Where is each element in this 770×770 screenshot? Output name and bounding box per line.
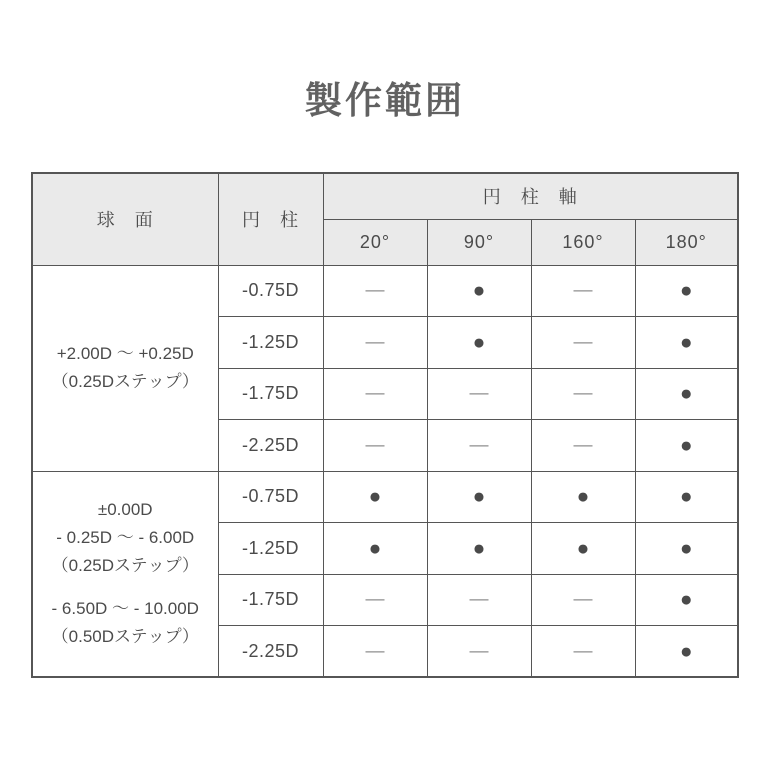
cylinder-value-cell: -1.75D <box>218 368 323 420</box>
axis-availability-mark: — <box>531 626 635 678</box>
table-row <box>32 471 738 523</box>
sphere-range-text: - 6.50D ～ - 10.00D （0.50Dステップ） <box>51 599 199 647</box>
cylinder-value-cell: -2.25D <box>218 626 323 678</box>
axis-availability-mark: ● <box>531 471 635 523</box>
axis-availability-mark: ● <box>531 523 635 575</box>
table-header <box>32 173 738 265</box>
axis-availability-mark: — <box>323 626 427 678</box>
axis-availability-mark: ● <box>323 523 427 575</box>
axis-availability-mark: ● <box>635 265 738 317</box>
table-row <box>32 265 738 317</box>
axis-availability-mark: — <box>427 420 531 472</box>
cylinder-value-cell: -1.75D <box>218 574 323 626</box>
axis-availability-mark: ● <box>427 523 531 575</box>
axis-availability-mark: ● <box>635 420 738 472</box>
axis-availability-mark: — <box>323 317 427 369</box>
sphere-range-cell-group1 <box>32 265 218 471</box>
axis-availability-mark: ● <box>427 471 531 523</box>
production-range-table <box>31 172 739 678</box>
axis-availability-mark: — <box>427 626 531 678</box>
axis-availability-mark: — <box>531 420 635 472</box>
axis-availability-mark: ● <box>427 265 531 317</box>
col-header-axis-group: 円 柱 軸 <box>323 173 738 219</box>
col-header-axis-90: 90° <box>427 219 531 265</box>
axis-availability-mark: ● <box>635 626 738 678</box>
col-header-axis-160: 160° <box>531 219 635 265</box>
cylinder-value-cell: -2.25D <box>218 420 323 472</box>
page-title: 製作範囲 <box>305 80 465 121</box>
col-header-axis-20: 20° <box>323 219 427 265</box>
table-body <box>32 265 738 677</box>
axis-availability-mark: — <box>531 317 635 369</box>
axis-availability-mark: — <box>323 420 427 472</box>
sphere-range-text: +2.00D ～ +0.25D （0.25Dステップ） <box>51 344 199 391</box>
axis-availability-mark: ● <box>635 471 738 523</box>
axis-availability-mark: — <box>323 574 427 626</box>
axis-availability-mark: ● <box>427 317 531 369</box>
cylinder-value-cell: -1.25D <box>218 523 323 575</box>
axis-availability-mark: ● <box>323 471 427 523</box>
axis-availability-mark: — <box>427 368 531 420</box>
axis-availability-mark: ● <box>635 368 738 420</box>
axis-availability-mark: ● <box>635 574 738 626</box>
axis-availability-mark: ● <box>635 317 738 369</box>
axis-availability-mark: — <box>531 574 635 626</box>
axis-availability-mark: — <box>427 574 531 626</box>
col-header-axis-180: 180° <box>635 219 738 265</box>
axis-availability-mark: — <box>531 265 635 317</box>
sphere-range-cell-group2 <box>32 471 218 677</box>
axis-availability-mark: — <box>531 368 635 420</box>
axis-availability-mark: — <box>323 265 427 317</box>
sphere-range-text: ±0.00D - 0.25D ～ - 6.00D （0.25Dステップ） <box>51 500 199 576</box>
col-header-sphere: 球 面 <box>32 173 218 265</box>
axis-availability-mark: — <box>323 368 427 420</box>
cylinder-value-cell: -0.75D <box>218 471 323 523</box>
cylinder-value-cell: -0.75D <box>218 265 323 317</box>
axis-availability-mark: ● <box>635 523 738 575</box>
cylinder-value-cell: -1.25D <box>218 317 323 369</box>
col-header-cylinder: 円 柱 <box>218 173 323 265</box>
